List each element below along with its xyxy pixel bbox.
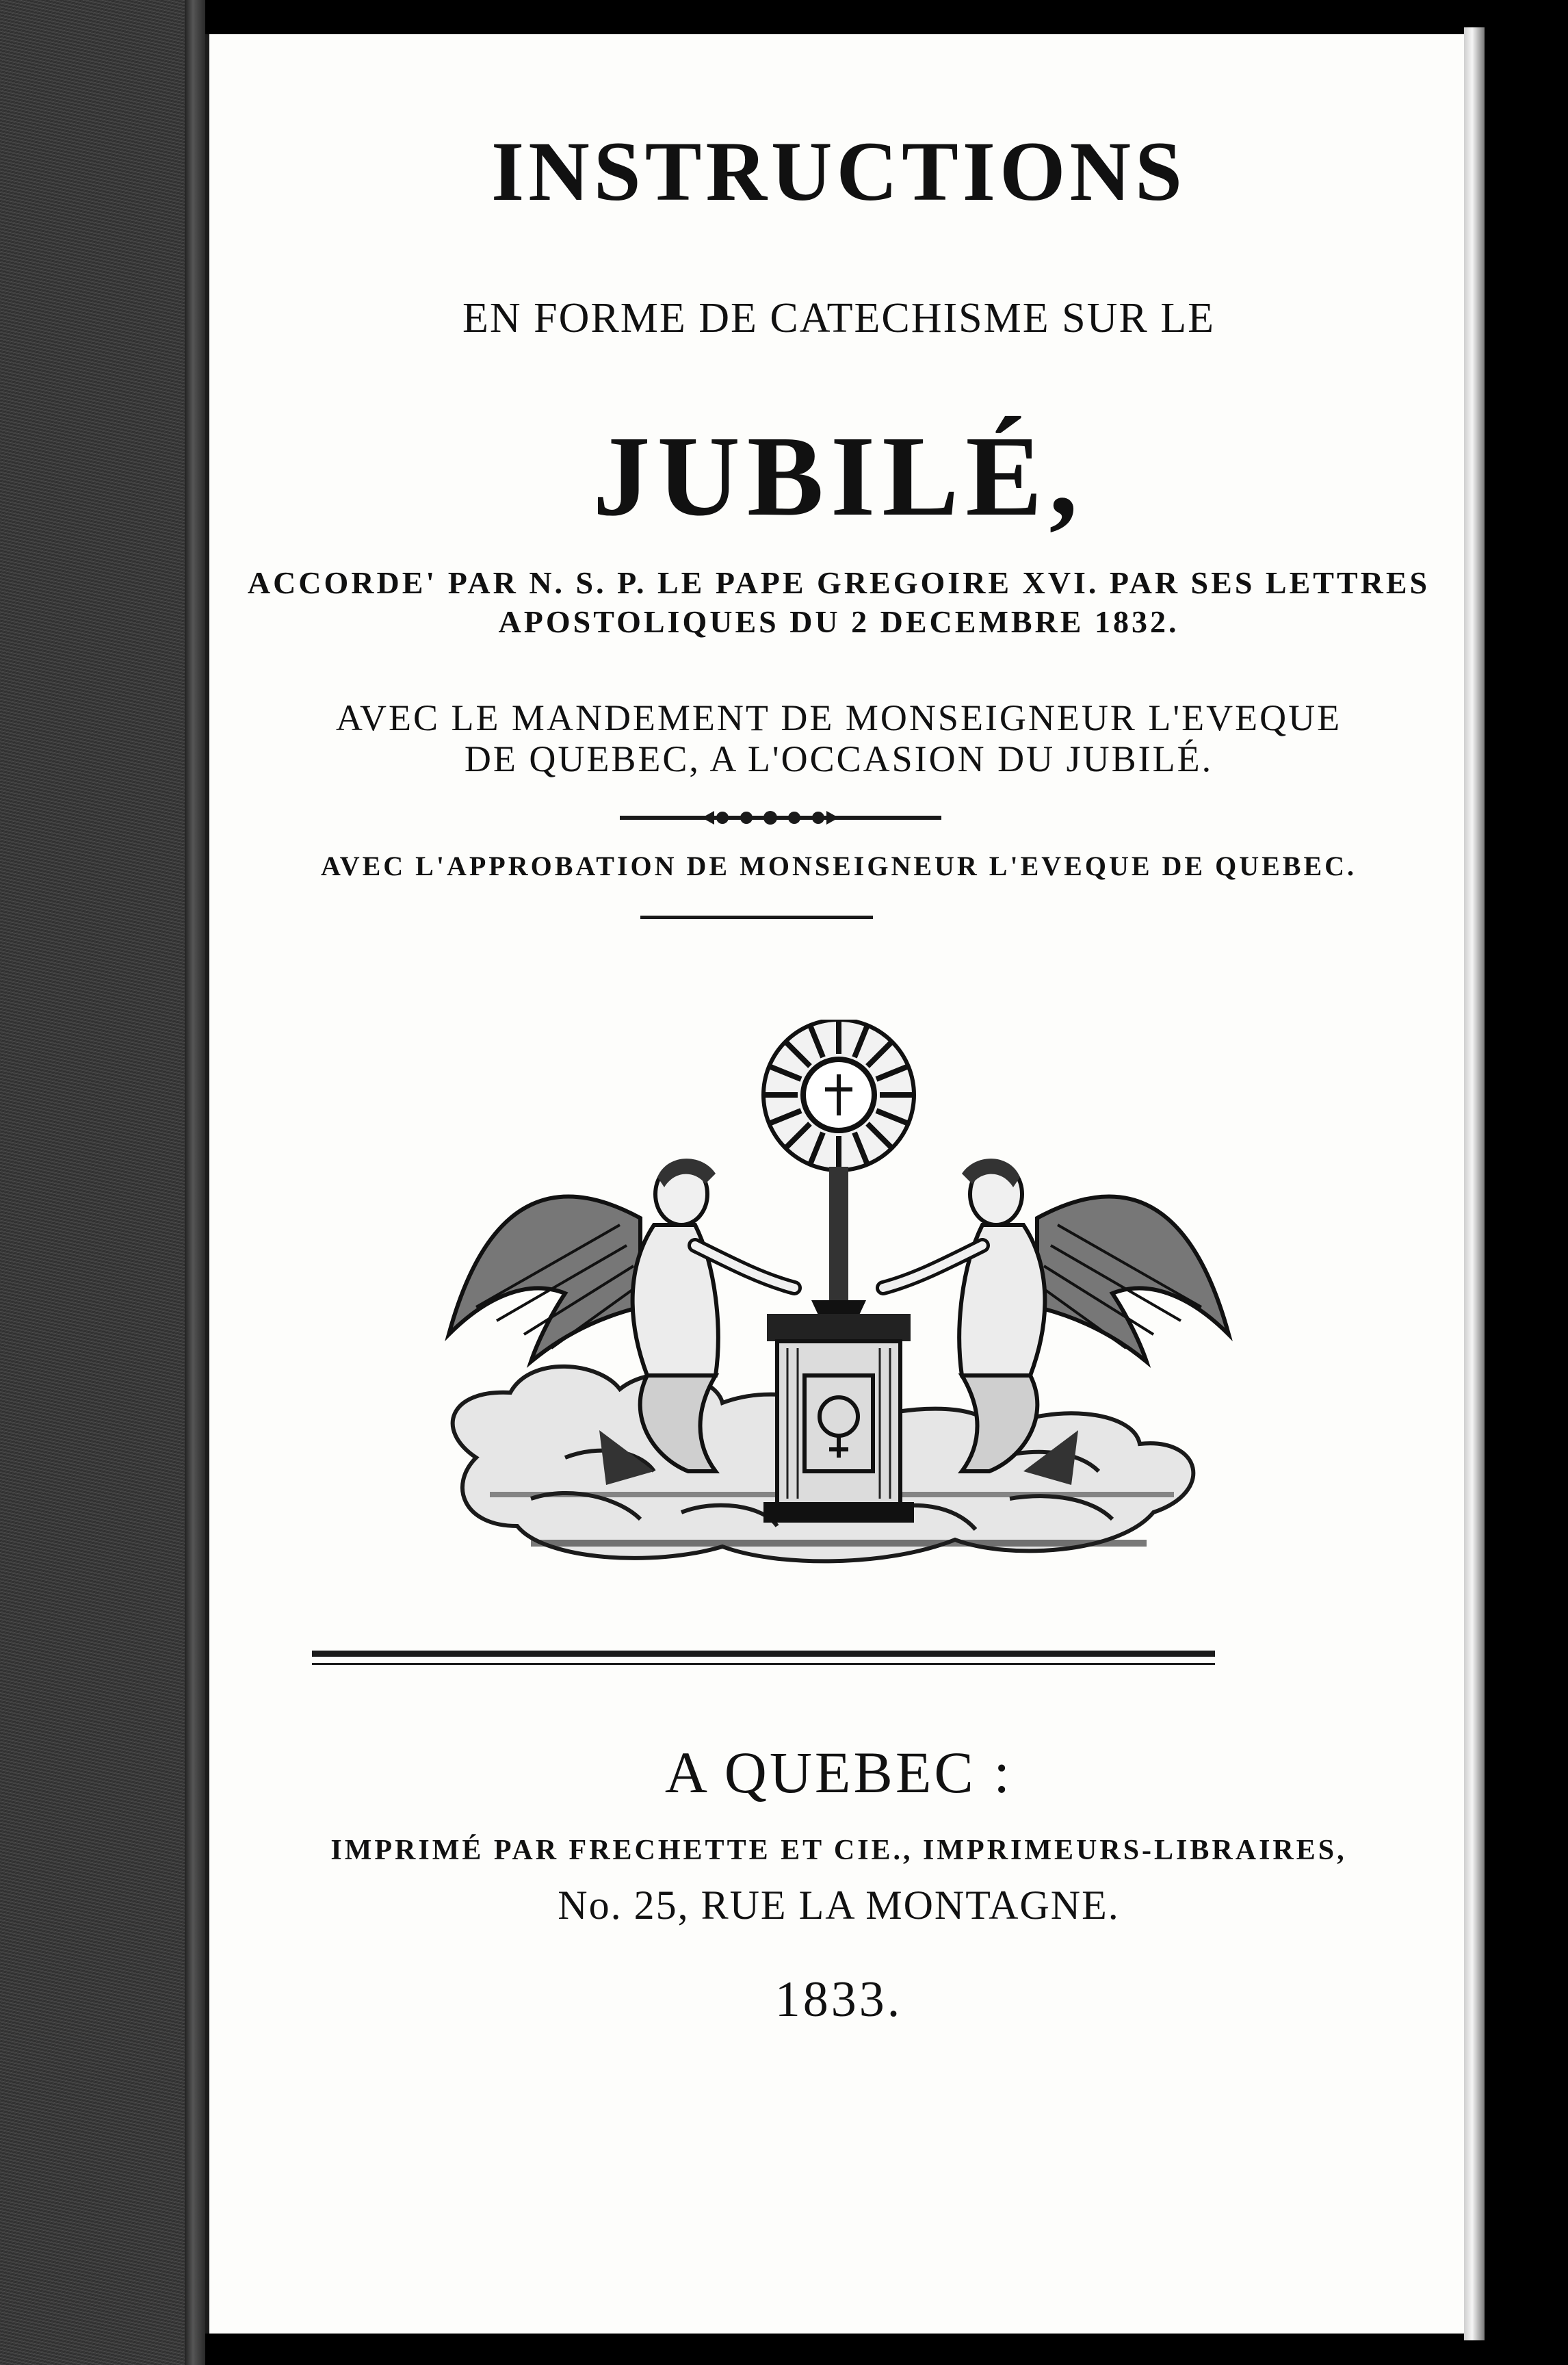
approbation-line: AVEC L'APPROBATION DE MONSEIGNEUR L'EVEQUE DE QUEBEC. bbox=[320, 851, 1357, 881]
main-title: JUBILÉ, bbox=[592, 413, 1085, 540]
kneeling-angels-illustration bbox=[394, 1020, 1283, 1581]
title-page bbox=[205, 34, 1464, 2334]
book-title: INSTRUCTIONS bbox=[491, 125, 1187, 218]
ornament-icon bbox=[688, 807, 852, 828]
short-rule bbox=[640, 916, 873, 919]
imprint-printer: IMPRIMÉ PAR FRECHETTE ET CIE., IMPRIMEURS-LIBRAIRES, bbox=[330, 1835, 1347, 1866]
mandement-line-1: AVEC LE MANDEMENT DE MONSEIGNEUR L'EVEQUE bbox=[335, 697, 1342, 738]
imprint-address: No. 25, RUE LA MONTAGNE. bbox=[558, 1883, 1120, 1928]
book-spine bbox=[0, 0, 205, 2365]
spine-edge bbox=[185, 0, 205, 2365]
mandement-line-2: DE QUEBEC, A L'OCCASION DU JUBILÉ. bbox=[464, 738, 1214, 779]
imprint-year: 1833. bbox=[774, 1972, 903, 2028]
grant-line-1: ACCORDE' PAR N. S. P. LE PAPE GREGOIRE XVI. PAR SES LETTRES bbox=[247, 565, 1430, 600]
imprint-city: A QUEBEC : bbox=[664, 1740, 1013, 1805]
grant-line-2: APOSTOLIQUES DU 2 DECEMBRE 1832. bbox=[498, 604, 1179, 639]
altar bbox=[763, 1314, 914, 1523]
book-subtitle: EN FORME DE CATECHISME SUR LE bbox=[462, 295, 1215, 341]
monstrance bbox=[763, 1020, 914, 1321]
